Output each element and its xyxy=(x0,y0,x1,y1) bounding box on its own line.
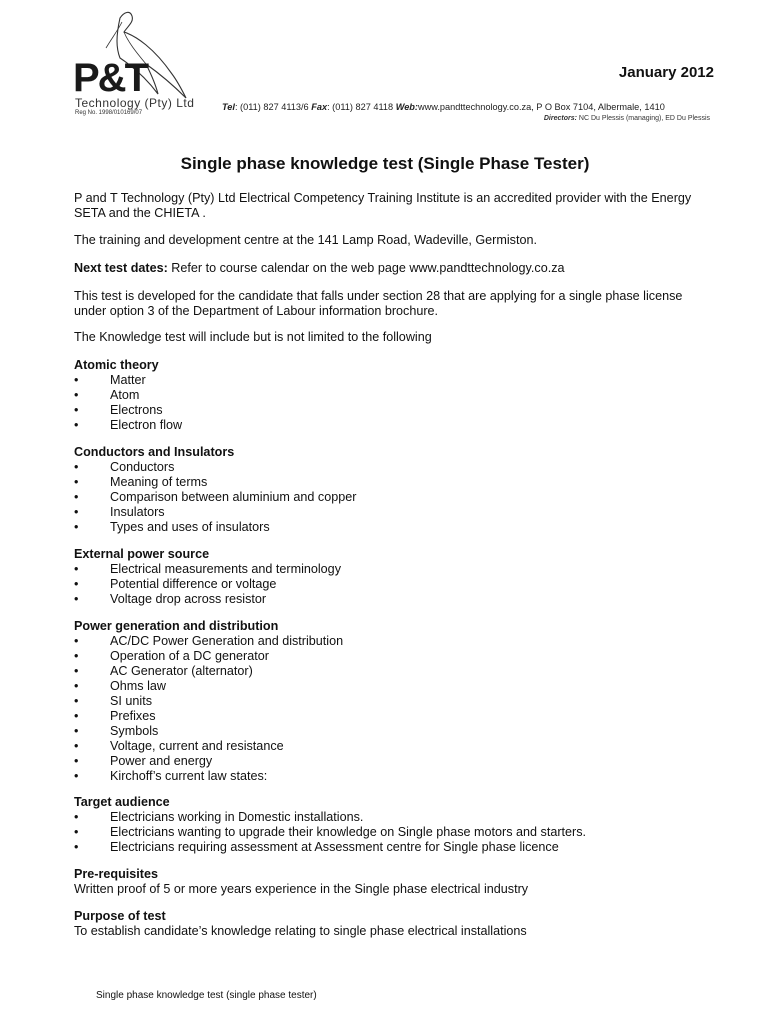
purpose-heading: Purpose of test xyxy=(74,909,166,923)
developed-paragraph: This test is developed for the candidate that falls under section 28 that are applying for a single phase license under option 3 of the Department of Labour information brochure. xyxy=(74,289,683,318)
tel-label: Tel xyxy=(222,102,235,112)
document-date: January 2012 xyxy=(618,64,714,81)
web-value: www.pandttechnology.co.za, P O Box 7104, Albermale, 1410 xyxy=(417,102,665,112)
company-name: Technology (Pty) Ltd xyxy=(75,96,195,110)
section-list xyxy=(74,460,356,535)
list-item: • Voltage, current and resistance xyxy=(74,739,343,754)
list-item: • Insulators xyxy=(74,505,356,520)
company-logo-text: P&T xyxy=(73,56,147,100)
directors-value: NC Du Plessis (managing), ED Du Plessis xyxy=(576,115,710,122)
section-heading: Conductors and Insulators xyxy=(74,445,235,459)
section-list xyxy=(74,634,343,784)
list-item: • Operation of a DC generator xyxy=(74,649,343,664)
next-test-paragraph xyxy=(74,261,694,276)
directors-label: Directors: xyxy=(543,115,577,122)
registration-number: Reg No. 1998/010169/07 xyxy=(75,110,143,116)
list-item: • Conductors xyxy=(74,460,356,475)
list-item: • Electrical measurements and terminology xyxy=(74,562,341,577)
list-item: • Electricians wanting to upgrade their knowledge on Single phase motors and starters. xyxy=(74,825,586,840)
directors-line xyxy=(544,115,710,122)
list-item: • Voltage drop across resistor xyxy=(74,592,341,607)
section-list xyxy=(74,373,182,433)
list-item: • Atom xyxy=(74,388,182,403)
list-item: • Meaning of terms xyxy=(74,475,356,490)
page-title: Single phase knowledge test (Single Phase Tester) xyxy=(180,154,590,173)
include-paragraph: The Knowledge test will include but is not limited to the following xyxy=(74,330,432,344)
intro-paragraph: P and T Technology (Pty) Ltd Electrical Competency Training Institute is an accredited provider with the Energy SETA and the CHIETA . xyxy=(74,191,692,220)
next-test-text: Refer to course calendar on the web page www.pandttechnology.co.za xyxy=(167,261,565,275)
purpose-text: To establish candidate’s knowledge relating to single phase electrical installations xyxy=(74,924,527,938)
page-footer: Single phase knowledge test (single phase tester) xyxy=(96,990,317,1001)
list-item: • Electricians requiring assessment at Assessment centre for Single phase licence xyxy=(74,840,586,855)
list-item: • Electrons xyxy=(74,403,182,418)
list-item: • Power and energy xyxy=(74,754,343,769)
section-heading: Atomic theory xyxy=(74,358,159,372)
list-item: • Ohms law xyxy=(74,679,343,694)
list-item: • Types and uses of insulators xyxy=(74,520,356,535)
fax-label: Fax xyxy=(311,102,328,112)
list-item: • Electricians working in Domestic installations. xyxy=(74,810,586,825)
list-item: • AC/DC Power Generation and distribution xyxy=(74,634,343,649)
prereq-text: Written proof of 5 or more years experience in the Single phase electrical industry xyxy=(74,882,529,896)
tel-value: : (011) 827 4113/6 xyxy=(234,102,312,112)
section-list xyxy=(74,810,586,855)
prereq-heading: Pre-requisites xyxy=(74,867,158,881)
list-item: • Symbols xyxy=(74,724,343,739)
list-item: • Kirchoff’s current law states: xyxy=(74,769,343,784)
list-item: • Matter xyxy=(74,373,182,388)
list-item: • Prefixes xyxy=(74,709,343,724)
location-paragraph: The training and development centre at the 141 Lamp Road, Wadeville, Germiston. xyxy=(74,233,537,247)
web-label: Web: xyxy=(395,102,418,112)
section-heading: Power generation and distribution xyxy=(74,619,279,633)
list-item: • AC Generator (alternator) xyxy=(74,664,343,679)
section-heading: Target audience xyxy=(74,795,170,809)
list-item: • SI units xyxy=(74,694,343,709)
list-item: • Electron flow xyxy=(74,418,182,433)
list-item: • Potential difference or voltage xyxy=(74,577,341,592)
section-heading: External power source xyxy=(74,547,210,561)
next-test-label: Next test dates: xyxy=(74,261,168,275)
section-list xyxy=(74,562,341,607)
fax-value: : (011) 827 4118 xyxy=(327,102,396,112)
list-item: • Comparison between aluminium and copper xyxy=(74,490,356,505)
contact-line xyxy=(222,102,665,112)
